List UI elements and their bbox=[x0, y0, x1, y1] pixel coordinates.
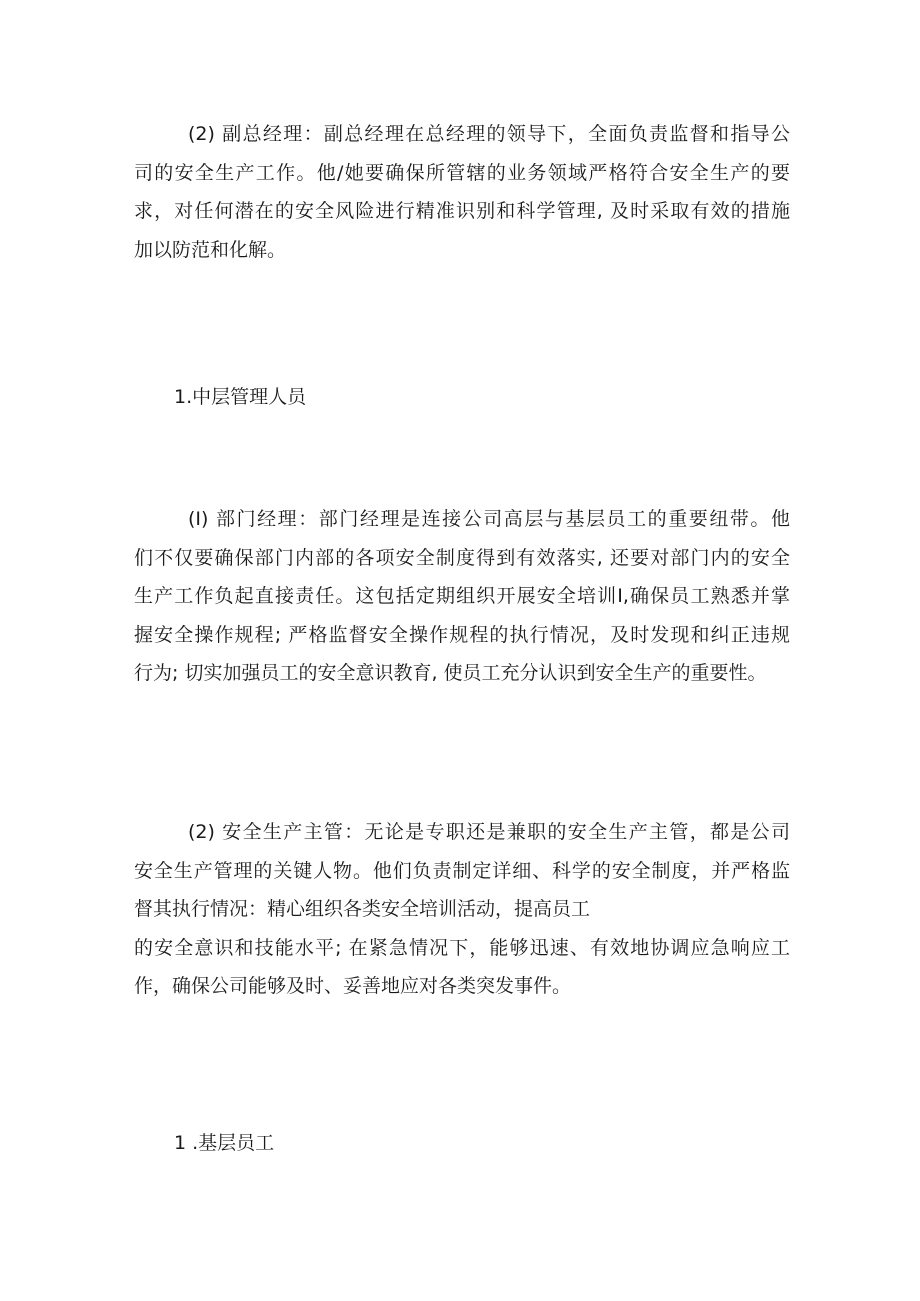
paragraph-deputy-general-manager bbox=[134, 115, 790, 269]
paragraph-safety-production-supervisor bbox=[134, 813, 790, 1006]
paragraph-line: 生产工作负起直接责任。这包括定期组织开展安全培训I,确保员工熟悉并掌 bbox=[134, 585, 790, 607]
paragraph-line: (I) 部门经理：部门经理是连接公司高层与基层员工的重要纽带。他 bbox=[188, 508, 790, 530]
section-heading-middle-management: 1.中层管理人员 bbox=[174, 386, 307, 408]
paragraph-line: 求，对任何潜在的安全风险进行精准识别和科学管理, 及时采取有效的措施 bbox=[134, 200, 790, 222]
paragraph-line: 们不仅要确保部门内部的各项安全制度得到有效落实, 还要对部门内的安全 bbox=[134, 546, 790, 569]
paragraph-department-manager bbox=[134, 500, 790, 693]
paragraph-line: 加以防范和化解。 bbox=[134, 238, 287, 261]
paragraph-line: 的安全意识和技能水平; 在紧急情况下，能够迅速、有效地协调应急响应工 bbox=[134, 936, 790, 959]
paragraph-line: 督其执行情况：精心组织各类安全培训活动，提高员工 bbox=[134, 898, 591, 920]
paragraph-line: 握安全操作规程; 严格监督安全操作规程的执行情况，及时发现和纠正违规 bbox=[134, 623, 790, 646]
paragraph-line: 司的安全生产工作。他/她要确保所管辖的业务领域严格符合安全生产的要 bbox=[134, 161, 790, 184]
paragraph-line: 作，确保公司能够及时、妥善地应对各类突发事件。 bbox=[134, 975, 572, 997]
paragraph-line: (2) 副总经理：副总经理在总经理的领导下，全面负责监督和指导公 bbox=[188, 123, 790, 145]
paragraph-line: 行为; 切实加强员工的安全意识教育, 使员工充分认识到安全生产的重要性。 bbox=[134, 662, 767, 684]
paragraph-line: (2) 安全生产主管：无论是专职还是兼职的安全生产主管，都是公司 bbox=[188, 821, 790, 843]
section-heading-frontline-staff: 1 .基层员工 bbox=[174, 1132, 275, 1154]
paragraph-line: 安全生产管理的关键人物。他们负责制定详细、科学的安全制度，并严格监 bbox=[134, 859, 790, 882]
